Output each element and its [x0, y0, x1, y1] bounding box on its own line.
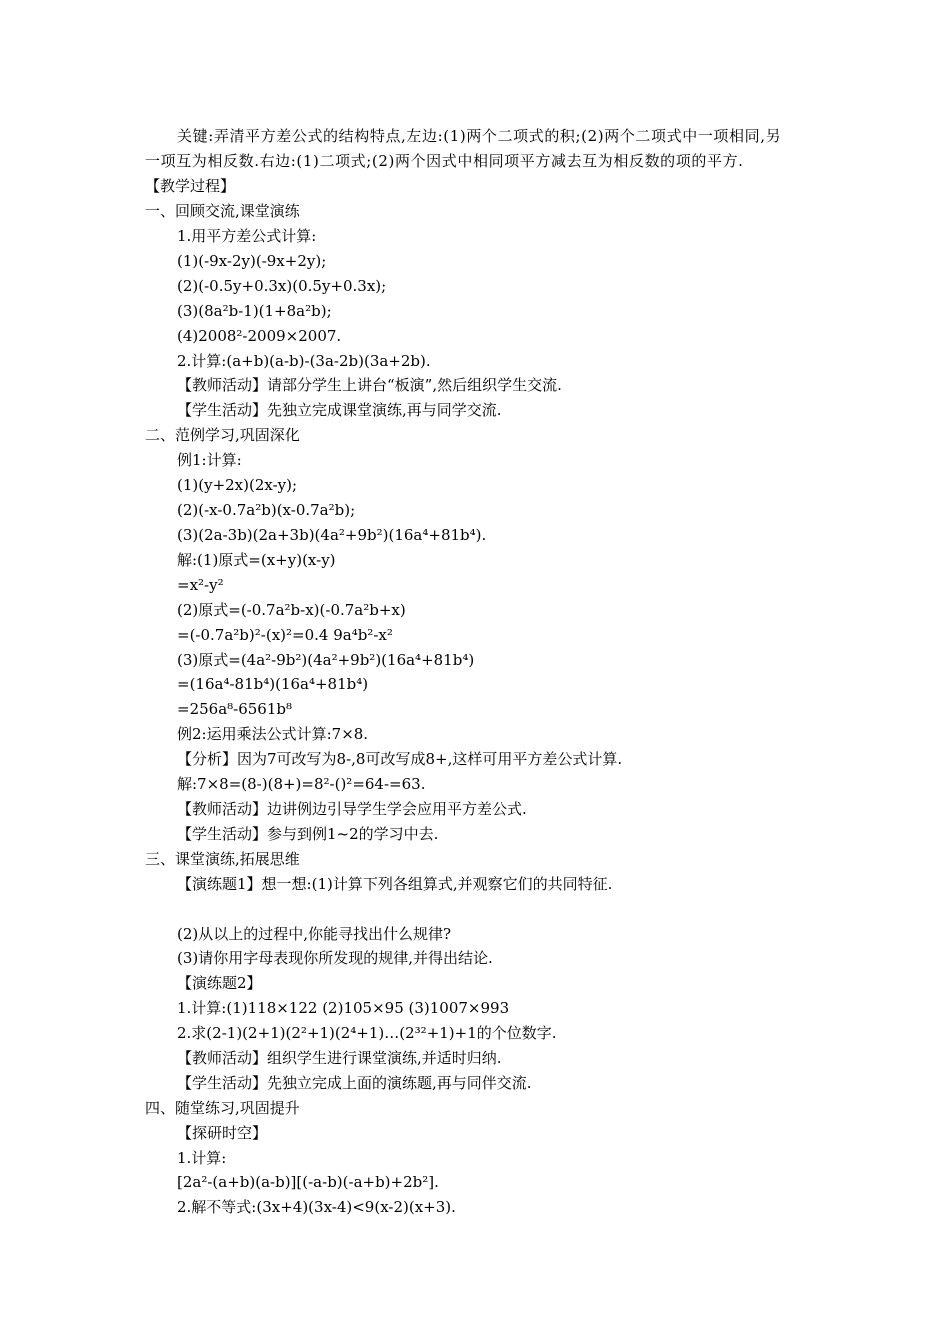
text-line: =(16a⁴-81b⁴)(16a⁴+81b⁴) — [177, 675, 369, 693]
text-line: 【演练题2】 — [177, 974, 262, 992]
text-line: 【分析】因为7可改写为8-,8可改写成8+,这样可用平方差公式计算. — [177, 750, 623, 768]
text-line: 【学生活动】先独立完成上面的演练题,再与同伴交流. — [177, 1074, 532, 1092]
text-line: (3)(8a²b-1)(1+8a²b); — [177, 302, 332, 320]
text-line: 【教师活动】请部分学生上讲台“板演”,然后组织学生交流. — [177, 376, 562, 394]
text-line: 【探研时空】 — [177, 1124, 268, 1142]
section-heading: 【教学过程】 — [145, 177, 236, 195]
text-line: 2.解不等式:(3x+4)(3x-4)<9(x-2)(x+3). — [177, 1198, 456, 1216]
text-line: (3)(2a-3b)(2a+3b)(4a²+9b²)(16a⁴+81b⁴). — [177, 526, 487, 544]
section-heading: 三、课堂演练,拓展思维 — [145, 850, 300, 868]
text-line: (3)请你用字母表现你所发现的规律,并得出结论. — [177, 949, 493, 967]
text-line: (2)原式=(-0.7a²b-x)(-0.7a²b+x) — [177, 601, 406, 619]
text-line: (2)(-0.5y+0.3x)(0.5y+0.3x); — [177, 277, 387, 295]
text-line: 【学生活动】先独立完成课堂演练,再与同学交流. — [177, 401, 502, 419]
text-line: 例2:运用乘法公式计算:7×8. — [177, 725, 369, 743]
text-line: 1.计算:(1)118×122 (2)105×95 (3)1007×993 — [177, 999, 510, 1017]
text-line: (1)(y+2x)(2x-y); — [177, 476, 298, 494]
text-line: (1)(-9x-2y)(-9x+2y); — [177, 252, 327, 270]
text-line: =(-0.7a²b)²-(x)²=0.4 9a⁴b²-x² — [177, 626, 393, 644]
text-line: 1.计算: — [177, 1149, 227, 1167]
section-heading: 一、回顾交流,课堂演练 — [145, 202, 300, 220]
text-line: 2.计算:(a+b)(a-b)-(3a-2b)(3a+2b). — [177, 352, 431, 370]
text-line: 【教师活动】组织学生进行课堂演练,并适时归纳. — [177, 1049, 502, 1067]
paragraph-line: 一项互为相反数.右边:(1)二项式;(2)两个因式中相同项平方减去互为相反数的项的平方. — [145, 152, 744, 170]
text-line: [2a²-(a+b)(a-b)][(-a-b)(-a+b)+2b²]. — [177, 1173, 439, 1191]
text-line: 【学生活动】参与到例1~2的学习中去. — [177, 825, 439, 843]
text-line: 解:7×8=(8-)(8+)=8²-()²=64-=63. — [177, 775, 426, 793]
text-line: (3)原式=(4a²-9b²)(4a²+9b²)(16a⁴+81b⁴) — [177, 651, 475, 669]
text-line: 解:(1)原式=(x+y)(x-y) — [177, 551, 336, 569]
text-line: 【教师活动】边讲例边引导学生学会应用平方差公式. — [177, 800, 527, 818]
section-heading: 二、范例学习,巩固深化 — [145, 426, 300, 444]
text-line: 2.求(2-1)(2+1)(2²+1)(2⁴+1)…(2³²+1)+1的个位数字. — [177, 1024, 557, 1042]
text-line: =x²-y² — [177, 576, 224, 594]
text-line: 【演练题1】想一想:(1)计算下列各组算式,并观察它们的共同特征. — [177, 875, 613, 893]
text-line: =256a⁸-6561b⁸ — [177, 700, 293, 718]
section-heading: 四、随堂练习,巩固提升 — [145, 1099, 300, 1117]
paragraph-line: 关键:弄清平方差公式的结构特点,左边:(1)两个二项式的积;(2)两个二项式中一项相同,另 — [177, 127, 782, 145]
text-line: (4)2008²-2009×2007. — [177, 327, 342, 345]
text-line: 例1:计算: — [177, 451, 242, 469]
text-line: (2)从以上的过程中,你能寻找出什么规律? — [177, 925, 452, 943]
text-line: 1.用平方差公式计算: — [177, 227, 317, 245]
text-line: (2)(-x-0.7a²b)(x-0.7a²b); — [177, 501, 356, 519]
